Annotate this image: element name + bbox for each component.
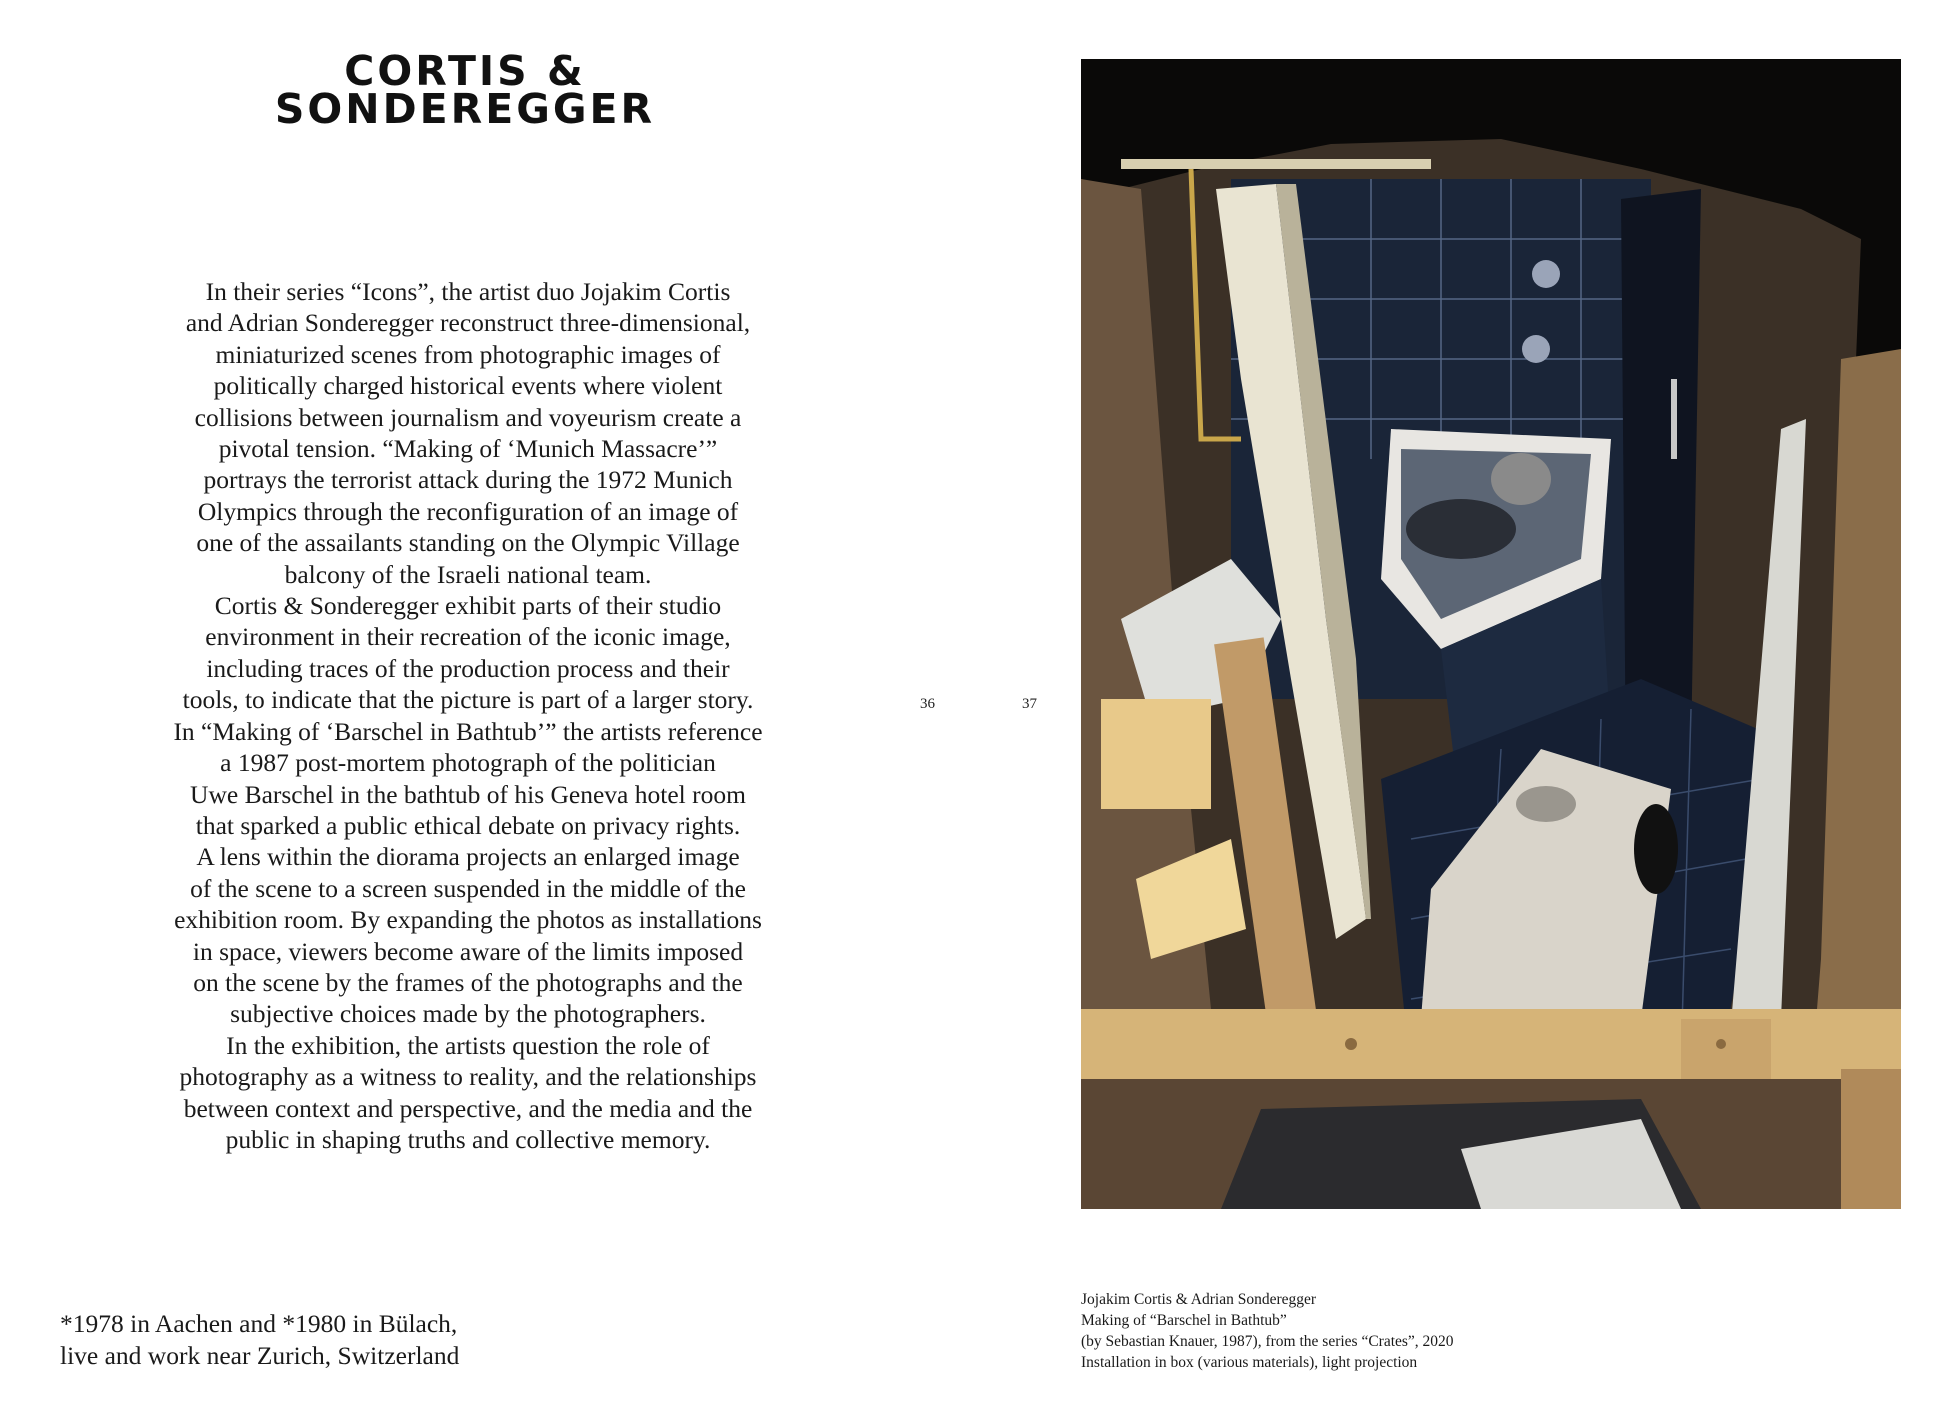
essay-line: In their series “Icons”, the artist duo Jojakim Cortis (205, 277, 731, 306)
essay-line: between context and perspective, and the media and the (183, 1093, 753, 1123)
bio-line-1: *1978 in Aachen and *1980 in Bülach, (60, 1309, 458, 1338)
essay-line: a 1987 post-mortem photograph of the politician (220, 748, 716, 778)
essay-line: In the exhibition, the artists question the role of (226, 1030, 710, 1060)
caption-line: Making of “Barschel in Bathtub” (1081, 1312, 1287, 1329)
essay-line: politically charged historical events where violent (213, 371, 723, 401)
title-line-1: CORTIS & (344, 47, 586, 95)
essay-line: photography as a witness to reality, and the relationships (179, 1062, 757, 1092)
essay-line: public in shaping truths and collective memory. (225, 1124, 711, 1154)
essay-line: Uwe Barschel in the bathtub of his Geneva hotel room (190, 779, 746, 809)
essay-line: in space, viewers become aware of the limits imposed (192, 936, 744, 966)
artist-title (220, 47, 710, 133)
essay-line: on the scene by the frames of the photographs and the (193, 967, 743, 997)
essay-line: Olympics through the reconfiguration of an image of (197, 496, 739, 526)
caption-line: Installation in box (various materials), light projection (1081, 1354, 1418, 1371)
title-line-2: SONDEREGGER (274, 85, 656, 133)
essay-line: collisions between journalism and voyeurism create a (194, 402, 742, 432)
essay-line: that sparked a public ethical debate on privacy rights. (195, 810, 741, 840)
essay-line: exhibition room. By expanding the photos as installations (174, 905, 762, 935)
essay-line: subjective choices made by the photographers. (230, 999, 706, 1029)
essay-line: including traces of the production process and their (206, 653, 730, 683)
essay-line: environment in their recreation of the iconic image, (205, 622, 731, 652)
essay-line: of the scene to a screen suspended in the middle of the (190, 873, 746, 903)
photo-caption (1081, 1289, 1601, 1373)
bio-line-2: live and work near Zurich, Switzerland (60, 1341, 460, 1370)
page-number-left: 36 (920, 696, 935, 712)
essay-line: Cortis & Sonderegger exhibit parts of their studio (214, 591, 722, 621)
installation-photo (1081, 59, 1901, 1209)
essay-line: balcony of the Israeli national team. (284, 559, 652, 589)
essay-line: tools, to indicate that the picture is part of a larger story. (182, 685, 754, 715)
essay-line: pivotal tension. “Making of ‘Munich Massacre’” (218, 434, 718, 464)
essay-line: In “Making of ‘Barschel in Bathtub’” the artists reference (173, 716, 763, 746)
caption-line: (by Sebastian Knauer, 1987), from the series “Crates”, 2020 (1081, 1333, 1454, 1350)
essay-line: and Adrian Sonderegger reconstruct three-dimensional, (185, 308, 751, 338)
caption-line: Jojakim Cortis & Adrian Sonderegger (1081, 1291, 1317, 1308)
page-number-right: 37 (1022, 696, 1037, 712)
essay-line: one of the assailants standing on the Olympic Village (196, 528, 740, 558)
essay-line: miniaturized scenes from photographic images of (215, 339, 721, 369)
essay-text (108, 276, 828, 1155)
essay-line: A lens within the diorama projects an enlarged image (196, 842, 740, 872)
artist-bio (60, 1308, 660, 1372)
essay-line: portrays the terrorist attack during the 1972 Munich (203, 465, 733, 495)
